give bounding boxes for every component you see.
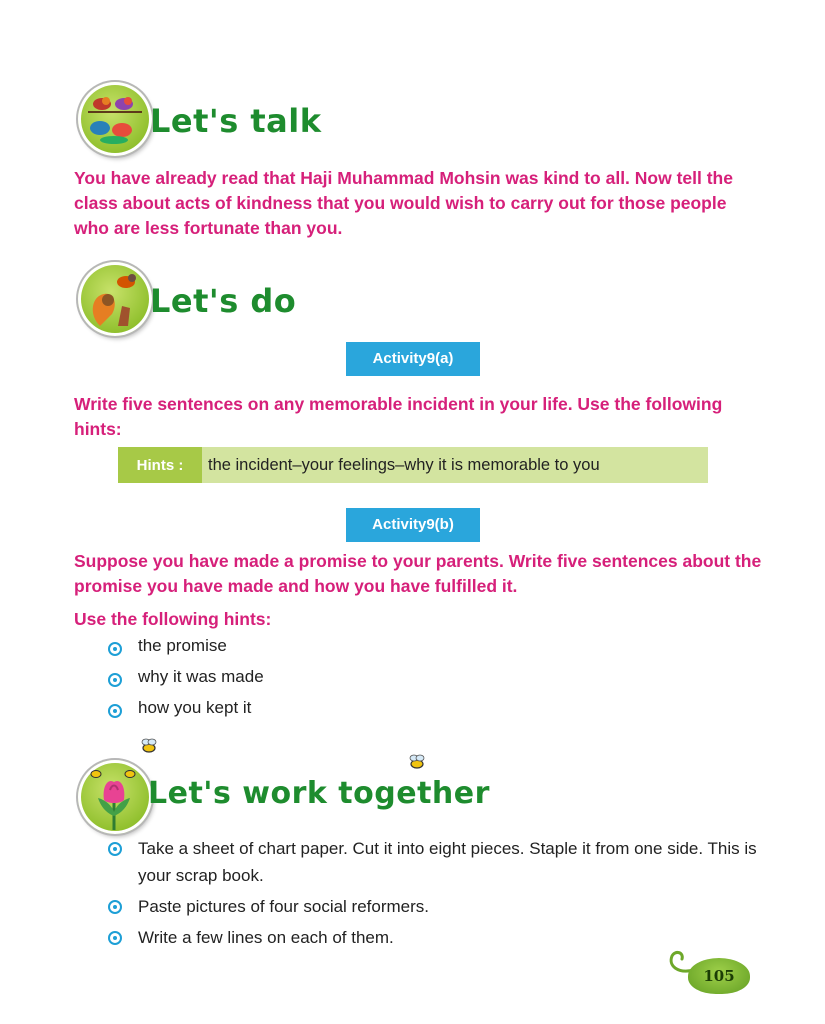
bullet-icon <box>108 931 122 945</box>
bullet-icon <box>108 842 122 856</box>
activity-9b-instruction: Suppose you have made a promise to your parents. Write five sentences about the promise you have made and how you have fulfilled it. <box>74 551 762 596</box>
list-item <box>108 667 264 698</box>
list-item-text: the promise <box>138 636 227 655</box>
flower-bees-icon <box>78 760 152 834</box>
two-birds-icon <box>78 82 152 156</box>
bee-icon <box>406 752 428 772</box>
squirrel-bird-icon <box>78 262 152 336</box>
list-item-text: why it was made <box>138 667 264 686</box>
hints-text: the incident–your feelings–why it is memorable to you <box>208 455 600 474</box>
activity-9b-hints-intro: Use the following hints: <box>74 609 272 629</box>
section-title-talk: Let's talk <box>150 102 322 140</box>
bullet-icon <box>108 900 122 914</box>
bee-icon <box>138 736 160 756</box>
section-title-do: Let's do <box>150 282 297 320</box>
list-item-text: Paste pictures of four social reformers. <box>138 897 430 916</box>
bullet-icon <box>108 673 122 687</box>
bullet-icon <box>108 642 122 656</box>
promise-hints-list <box>108 636 264 729</box>
hints-bar <box>118 447 708 483</box>
hints-label: Hints : <box>118 447 202 483</box>
bullet-icon <box>108 704 122 718</box>
section-title-work-together: Let's work together <box>148 776 490 811</box>
list-item <box>108 835 758 893</box>
work-together-list <box>108 835 758 955</box>
talk-paragraph: You have already read that Haji Muhammad Mohsin was kind to all. Now tell the class about acts of kindness that you would wish to carry out for those people who are less fortunate than you. <box>74 168 733 238</box>
list-item <box>108 698 264 729</box>
activity-9a-badge: Activity9(a) <box>346 342 480 376</box>
page-number: 105 <box>688 958 750 994</box>
activity-9a-instruction: Write five sentences on any memorable incident in your life. Use the following hints: <box>74 394 723 439</box>
list-item-text: Write a few lines on each of them. <box>138 928 394 947</box>
list-item <box>108 893 758 924</box>
list-item <box>108 636 264 667</box>
activity-9b-badge: Activity9(b) <box>346 508 480 542</box>
list-item-text: Take a sheet of chart paper. Cut it into eight pieces. Staple it from one side. This is your scrap book. <box>138 839 757 885</box>
list-item <box>108 924 758 955</box>
list-item-text: how you kept it <box>138 698 252 717</box>
